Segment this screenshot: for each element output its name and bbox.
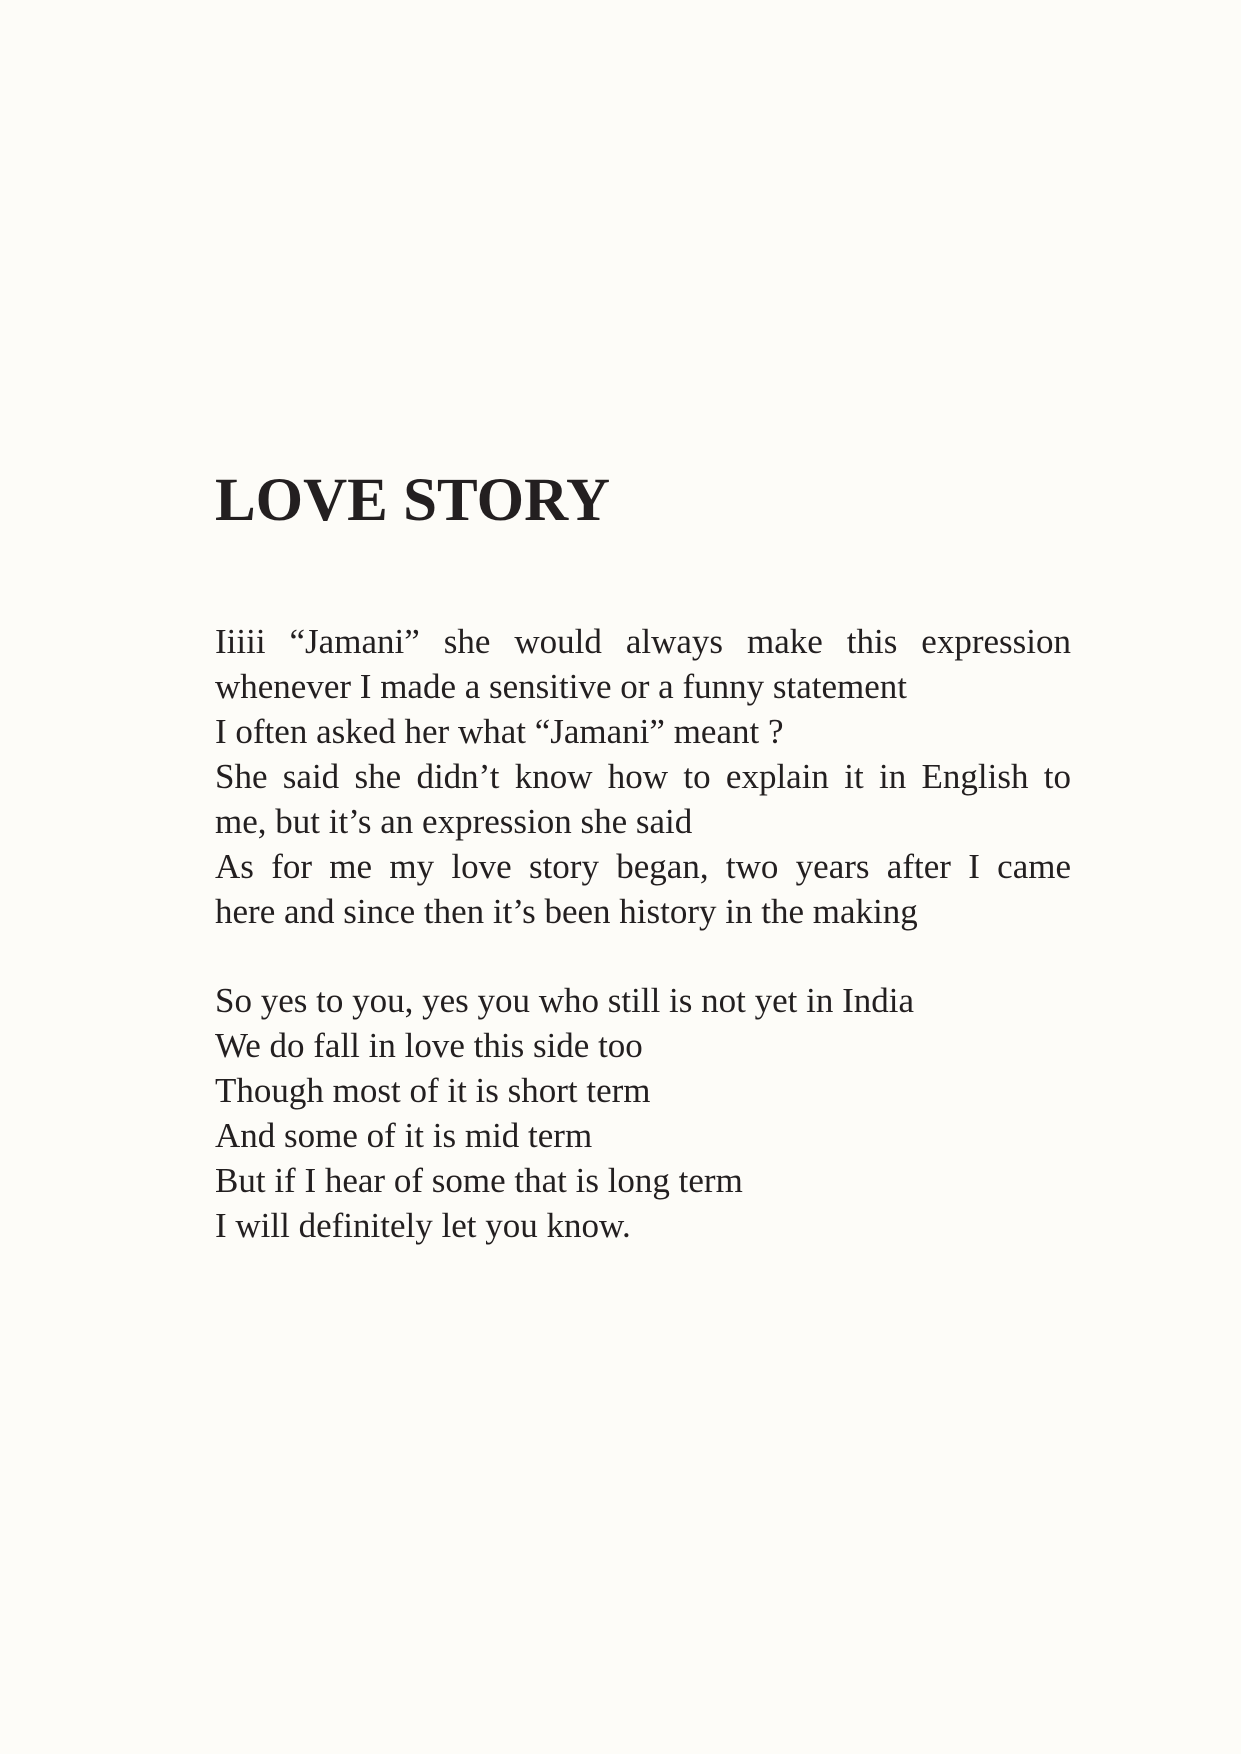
poem-line: And some of it is mid term	[215, 1116, 593, 1155]
poem-line: Iiiii “Jamani” she would always make this expression	[215, 622, 1071, 661]
stanza-1	[215, 619, 1071, 934]
poem-line: I will definitely let you know.	[215, 1206, 631, 1245]
poem-line: As for me my love story began, two years after I came	[215, 847, 1071, 886]
poem-line: She said she didn’t know how to explain it in English to	[215, 757, 1071, 796]
poem-title: LOVE STORY	[215, 467, 611, 534]
poem-line: So yes to you, yes you who still is not yet in India	[215, 981, 915, 1020]
poem-line: here and since then it’s been history in the making	[215, 892, 918, 931]
poem-line: We do fall in love this side too	[215, 1026, 643, 1065]
poem-line: Though most of it is short term	[215, 1071, 651, 1110]
poem-line: I often asked her what “Jamani” meant ?	[215, 712, 784, 751]
poem-line: me, but it’s an expression she said	[215, 802, 693, 841]
stanza-2	[215, 978, 1071, 1248]
poem-line: whenever I made a sensitive or a funny statement	[215, 667, 907, 706]
poem-line: But if I hear of some that is long term	[215, 1161, 743, 1200]
